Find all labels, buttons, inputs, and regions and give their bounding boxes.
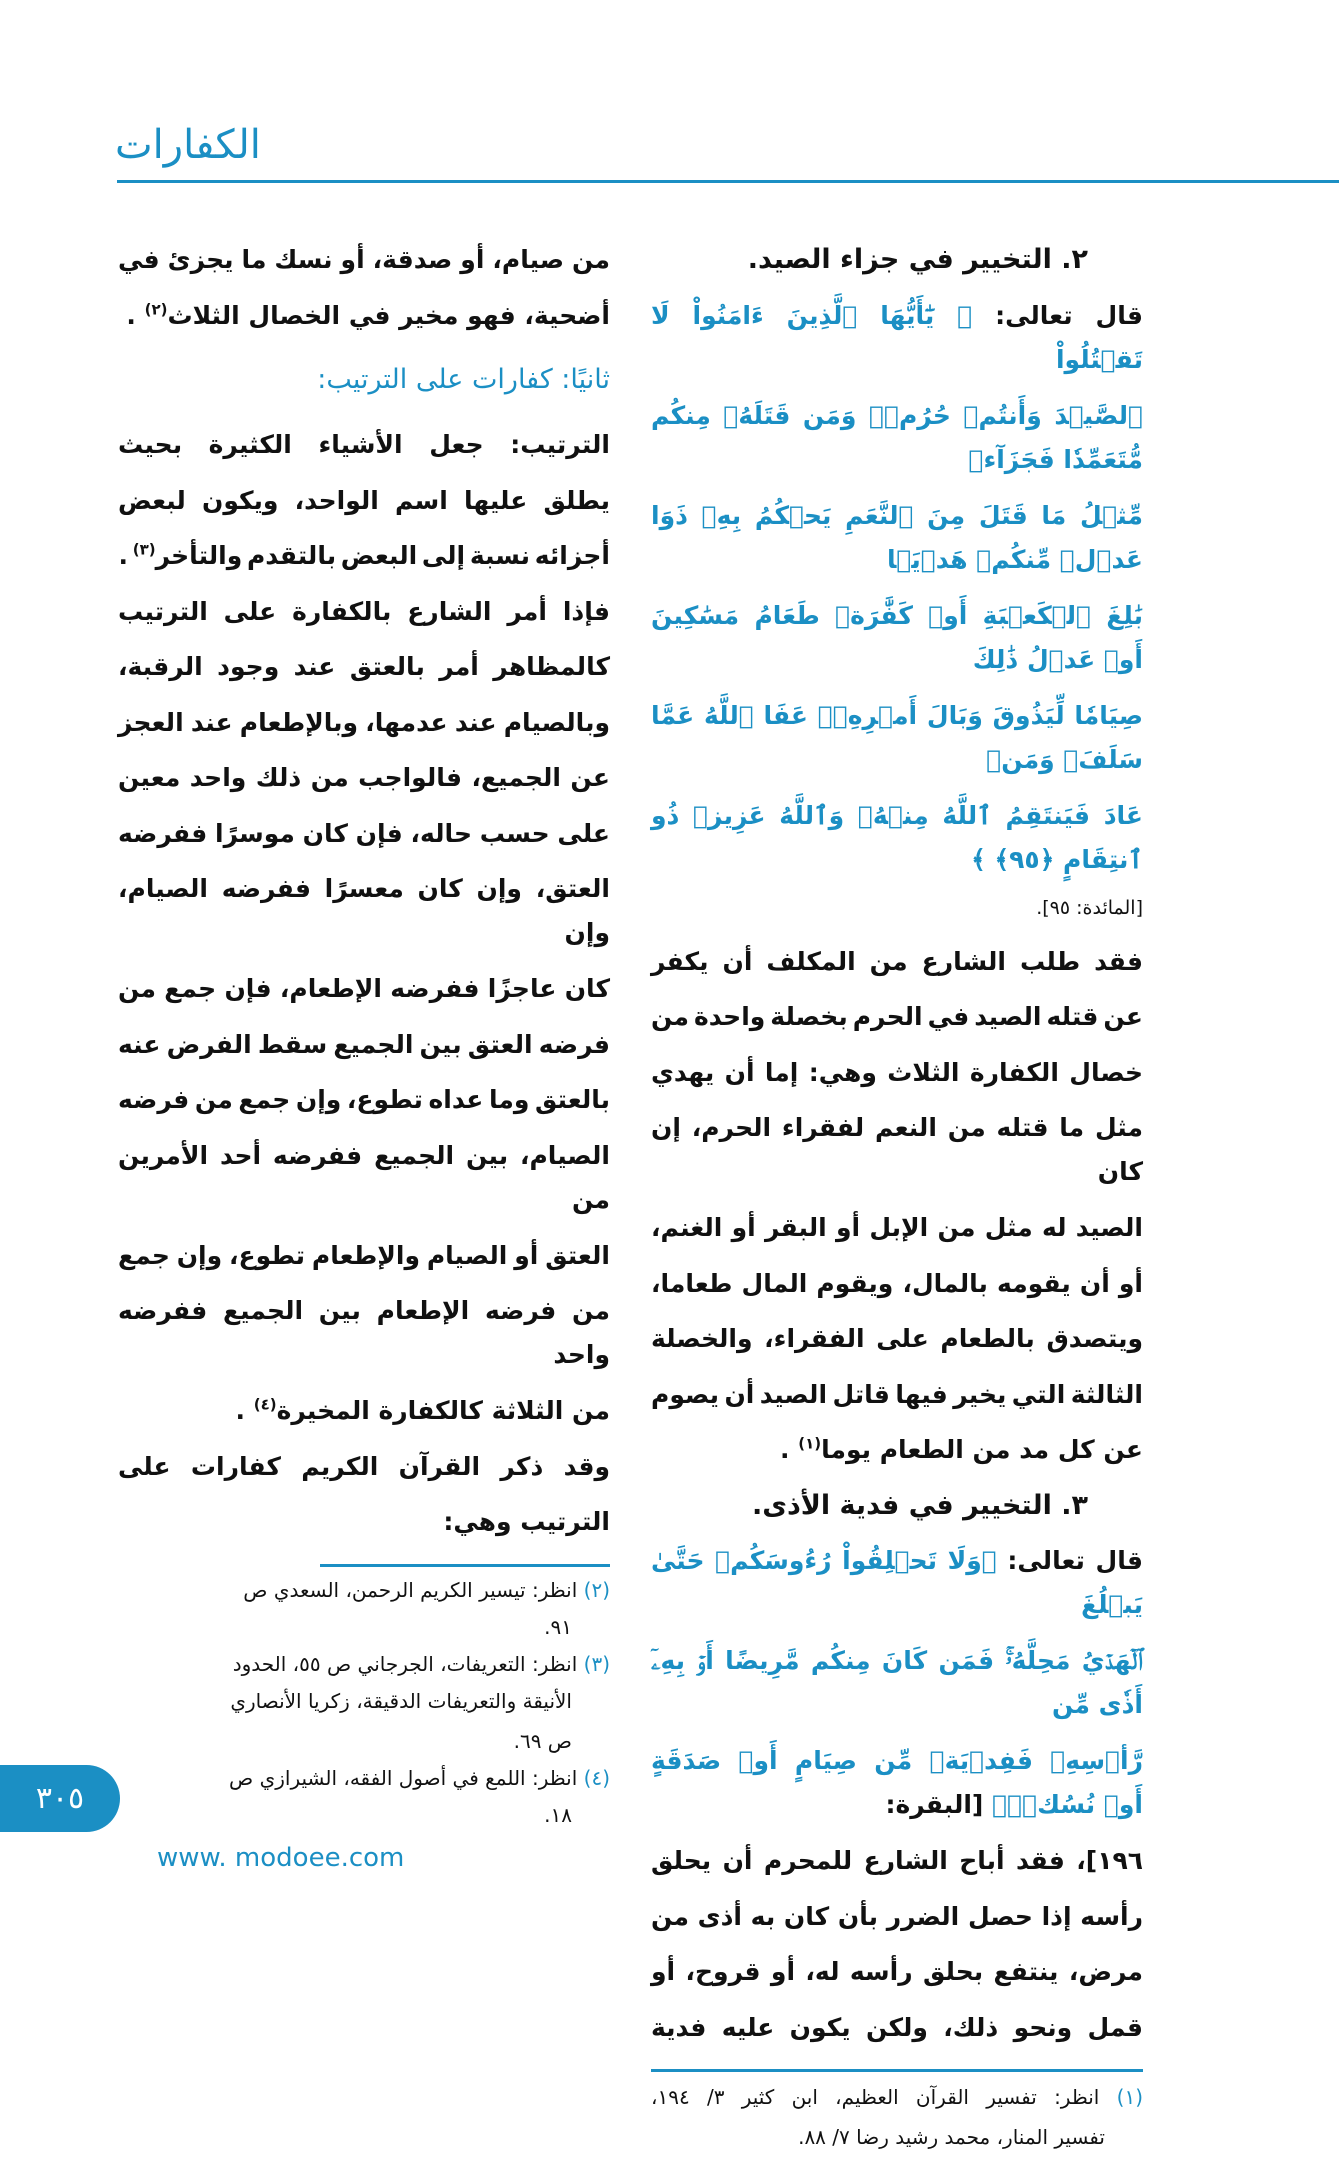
text: العتق، وإن كان معسرًا ففرضه الصيام، وإن bbox=[118, 874, 610, 947]
footnote-text: ٩١. bbox=[544, 1615, 572, 1639]
text: ١٩٦]، فقد أباح الشارع للمحرم أن يحلق bbox=[651, 1846, 1143, 1875]
text: . bbox=[118, 541, 133, 570]
text-line bbox=[651, 688, 1143, 788]
text: مثل ما قتله من النعم لفقراء الحرم، إن كان bbox=[651, 1113, 1143, 1186]
text-line bbox=[118, 528, 610, 584]
text: قال تعالى: bbox=[996, 1546, 1144, 1575]
text: الترتيب وهي: bbox=[443, 1507, 610, 1536]
verse-reference bbox=[651, 888, 1143, 934]
footnote-number: (٤) bbox=[583, 1766, 610, 1790]
text: رأسه إذا حصل الضرر بأن كان به أذى من bbox=[651, 1901, 1143, 1931]
text: من الثلاثة كالكفارة المخيرة bbox=[276, 1396, 610, 1425]
text-line bbox=[651, 1367, 1143, 1423]
text-line bbox=[651, 1533, 1143, 1633]
header-divider bbox=[117, 180, 1339, 183]
section-heading bbox=[651, 232, 1143, 288]
text: من صيام، أو صدقة، أو نسك ما يجزئ في bbox=[118, 245, 610, 274]
text: [المائدة: ٩٥]. bbox=[1036, 896, 1143, 919]
section-heading bbox=[651, 1478, 1143, 1534]
text-line bbox=[118, 1283, 610, 1383]
text: الترتيب: جعل الأشياء الكثيرة بحيث bbox=[118, 430, 610, 459]
text-line bbox=[118, 584, 610, 640]
footnotes-left bbox=[118, 1573, 610, 1835]
text-line bbox=[118, 750, 610, 806]
text-line bbox=[651, 989, 1143, 1045]
footnote-marker: (١) bbox=[798, 1434, 822, 1453]
page-number: ٣٠٥ bbox=[0, 1765, 120, 1832]
quran-verse: ٱلصَّيۡدَ وَأَنتُمۡ حُرُمٞۚ وَمَن قَتَلَهُۥ مِنكُم مُّتَعَمِّدٗا فَجَزَآءٞ bbox=[651, 400, 1143, 474]
footnote-number: (١) bbox=[1116, 2085, 1143, 2109]
text-line bbox=[118, 1128, 610, 1228]
text-line bbox=[651, 488, 1143, 588]
text: [البقرة: bbox=[885, 1790, 993, 1819]
footnote-line bbox=[118, 1761, 610, 1795]
text: عن الجميع، فالواجب من ذلك واحد معين bbox=[118, 763, 610, 792]
footnote-text: ١٨. bbox=[544, 1803, 572, 1827]
text-line bbox=[651, 1422, 1143, 1478]
text: أضحية، فهو مخير في الخصال الثلاث bbox=[167, 300, 610, 330]
text: . bbox=[126, 300, 145, 330]
text-line bbox=[118, 695, 610, 751]
text-line bbox=[651, 1944, 1143, 2000]
text-line bbox=[118, 861, 610, 961]
text-line bbox=[118, 1228, 610, 1284]
text: وبالصيام عند عدمها، وبالإطعام عند العجز bbox=[118, 707, 610, 737]
text: الثالثة التي يخير فيها قاتل الصيد أن يصوم bbox=[651, 1379, 1143, 1409]
footnote-line bbox=[118, 1795, 610, 1835]
quran-verse: مِّثۡلُ مَا قَتَلَ مِنَ ٱلنَّعَمِ يَحۡكُمُ بِهِۦ ذَوَا عَدۡلٖ مِّنكُمۡ هَدۡيَۢا bbox=[651, 500, 1143, 574]
text: كالمظاهر أمر بالعتق عند وجود الرقبة، bbox=[118, 652, 610, 681]
text-line bbox=[118, 639, 610, 695]
footnote-text: تفسير المنار، محمد رشيد رضا ٧/ ٨٨. bbox=[798, 2125, 1105, 2149]
text: عن كل مد من الطعام يوما bbox=[821, 1435, 1143, 1464]
text-line bbox=[118, 473, 610, 529]
text-line bbox=[651, 1256, 1143, 1312]
text: وقد ذكر القرآن الكريم كفارات على bbox=[118, 1451, 610, 1481]
text-line bbox=[118, 1494, 610, 1550]
footnote-line bbox=[118, 1607, 610, 1647]
text-line bbox=[651, 788, 1143, 888]
footnote-marker: (٣) bbox=[132, 540, 156, 559]
text: ٣. التخيير في فدية الأذى. bbox=[751, 1489, 1088, 1521]
text: فقد طلب الشارع من المكلف أن يكفر bbox=[651, 946, 1143, 976]
text: مرض، ينتفع بحلق رأسه له، أو قروح، أو bbox=[651, 1957, 1143, 1986]
text-line bbox=[651, 288, 1143, 388]
text-line bbox=[651, 1633, 1143, 1733]
quran-verse: رَّأۡسِهِۦ فَفِدۡيَةٞ مِّن صِيَامٍ أَوۡ صَدَقَةٍ أَوۡ نُسُكٖۚ﴾ bbox=[651, 1746, 1143, 1819]
text-line bbox=[651, 1045, 1143, 1101]
footnote-marker: (٤) bbox=[253, 1395, 277, 1414]
footnote-number: (٢) bbox=[583, 1578, 610, 1602]
footnote-text: ص ٦٩. bbox=[513, 1729, 572, 1753]
left-column bbox=[118, 232, 610, 1550]
footnote-line bbox=[651, 2077, 1143, 2117]
text-line bbox=[651, 588, 1143, 688]
footnotes-right bbox=[651, 2077, 1143, 2157]
footnote-divider bbox=[320, 1564, 610, 1567]
text-line bbox=[651, 1889, 1143, 1945]
text-line bbox=[118, 288, 610, 344]
text-line bbox=[651, 1833, 1143, 1889]
text: قال تعالى: bbox=[972, 300, 1144, 330]
text-line bbox=[651, 1733, 1143, 1833]
text-line bbox=[118, 1072, 610, 1128]
right-column bbox=[651, 232, 1143, 2055]
quran-verse: عَادَ فَيَنتَقِمُ ٱللَّهُ مِنۡهُۚ وَٱللَّهُ عَزِيزٞ ذُو ٱنتِقَامٍ ﴿٩٥﴾ ﴾ bbox=[651, 800, 1143, 874]
text: بالعتق وما عداه تطوع، وإن جمع من فرضه bbox=[118, 1085, 610, 1114]
text: ثانيًا: كفارات على الترتيب: bbox=[317, 364, 610, 395]
text-line bbox=[651, 388, 1143, 488]
text: أو أن يقومه بالمال، ويقوم المال طعاما، bbox=[651, 1268, 1143, 1298]
text: فرضه العتق بين الجميع سقط الفرض عنه bbox=[118, 1029, 610, 1059]
text: قمل ونحو ذلك، ولكن يكون عليه فدية bbox=[651, 2012, 1143, 2042]
text: خصال الكفارة الثلاث وهي: إما أن يهدي bbox=[651, 1057, 1143, 1087]
text-line bbox=[118, 417, 610, 473]
footnote-text: انظر: اللمع في أصول الفقه، الشيرازي ص bbox=[229, 1766, 578, 1790]
footnote-text: انظر: التعريفات، الجرجاني ص ٥٥، الحدود bbox=[232, 1652, 578, 1676]
text: من فرضه الإطعام بين الجميع ففرضه واحد bbox=[118, 1296, 610, 1369]
text: على حسب حاله، فإن كان موسرًا ففرضه bbox=[118, 818, 610, 848]
text-line bbox=[118, 961, 610, 1017]
footnote-line bbox=[118, 1647, 610, 1681]
text: . bbox=[780, 1435, 799, 1464]
text: ٢. التخيير في جزاء الصيد. bbox=[747, 244, 1088, 275]
text: الصيام، بين الجميع ففرضه أحد الأمرين من bbox=[118, 1140, 610, 1214]
text: عن قتله الصيد في الحرم بخصلة واحدة من bbox=[651, 1002, 1143, 1031]
footnote-line bbox=[118, 1721, 610, 1761]
text-line bbox=[651, 1100, 1143, 1200]
text-line bbox=[651, 1200, 1143, 1256]
text: الصيد له مثل من الإبل أو البقر أو الغنم، bbox=[651, 1213, 1143, 1242]
text-line bbox=[118, 1383, 610, 1439]
quran-verse: ﴿ يَٰٓأَيُّهَا ٱلَّذِينَ ءَامَنُواْ لَا تَقۡتُلُواْ bbox=[651, 300, 1143, 374]
text-line bbox=[118, 806, 610, 862]
footnote-line bbox=[118, 1573, 610, 1607]
quran-verse: ٱلۡهَدۡيُ مَحِلَّهُۥۚ فَمَن كَانَ مِنكُم مَّرِيضًا أَوۡ بِهِۦٓ أَذٗى مِّن bbox=[651, 1646, 1143, 1719]
text: أجزائه نسبة إلى البعض بالتقدم والتأخر bbox=[155, 541, 610, 570]
text: يطلق عليها اسم الواحد، ويكون لبعض bbox=[118, 485, 610, 515]
text-line bbox=[118, 1439, 610, 1495]
footnote-text: انظر: تيسير الكريم الرحمن، السعدي ص bbox=[243, 1578, 578, 1602]
text-line bbox=[651, 2000, 1143, 2056]
footnote-line bbox=[118, 1681, 610, 1721]
quran-verse: صِيَامٗا لِّيَذُوقَ وَبَالَ أَمۡرِهِۦۗ عَفَا ٱللَّهُ عَمَّا سَلَفَۚ وَمَنۡ bbox=[651, 700, 1143, 774]
footnote-number: (٣) bbox=[583, 1652, 610, 1676]
text-line bbox=[118, 232, 610, 288]
footnote-divider bbox=[651, 2069, 1143, 2072]
website-url: www. modoee.com bbox=[157, 1843, 405, 1873]
text: كان عاجزًا ففرضه الإطعام، فإن جمع من bbox=[118, 974, 610, 1003]
text: فإذا أمر الشارع بالكفارة على الترتيب bbox=[118, 596, 610, 626]
footnote-text: انظر: تفسير القرآن العظيم، ابن كثير ٣/ ١٩٤، bbox=[651, 2085, 1100, 2109]
footnote-marker: (٢) bbox=[144, 300, 168, 319]
section-heading bbox=[118, 343, 610, 417]
footnote-text: الأنيقة والتعريفات الدقيقة، زكريا الأنصاري bbox=[230, 1689, 572, 1713]
quran-verse: ﴿وَلَا تَحۡلِقُواْ رُءُوسَكُمۡ حَتَّىٰ يَبۡلُغَ bbox=[651, 1546, 1143, 1619]
quran-verse: بَٰلِغَ ٱلۡكَعۡبَةِ أَوۡ كَفَّٰرَةٞ طَعَامُ مَسَٰكِينَ أَوۡ عَدۡلُ ذَٰلِكَ bbox=[651, 600, 1143, 674]
text-line bbox=[118, 1017, 610, 1073]
footnote-line bbox=[651, 2117, 1143, 2157]
text-line bbox=[651, 934, 1143, 990]
text-line bbox=[651, 1311, 1143, 1367]
text: العتق أو الصيام والإطعام تطوع، وإن جمع bbox=[118, 1240, 610, 1270]
text: . bbox=[235, 1396, 254, 1425]
text: ويتصدق بالطعام على الفقراء، والخصلة bbox=[651, 1324, 1143, 1353]
chapter-title: الكفارات bbox=[115, 122, 261, 168]
